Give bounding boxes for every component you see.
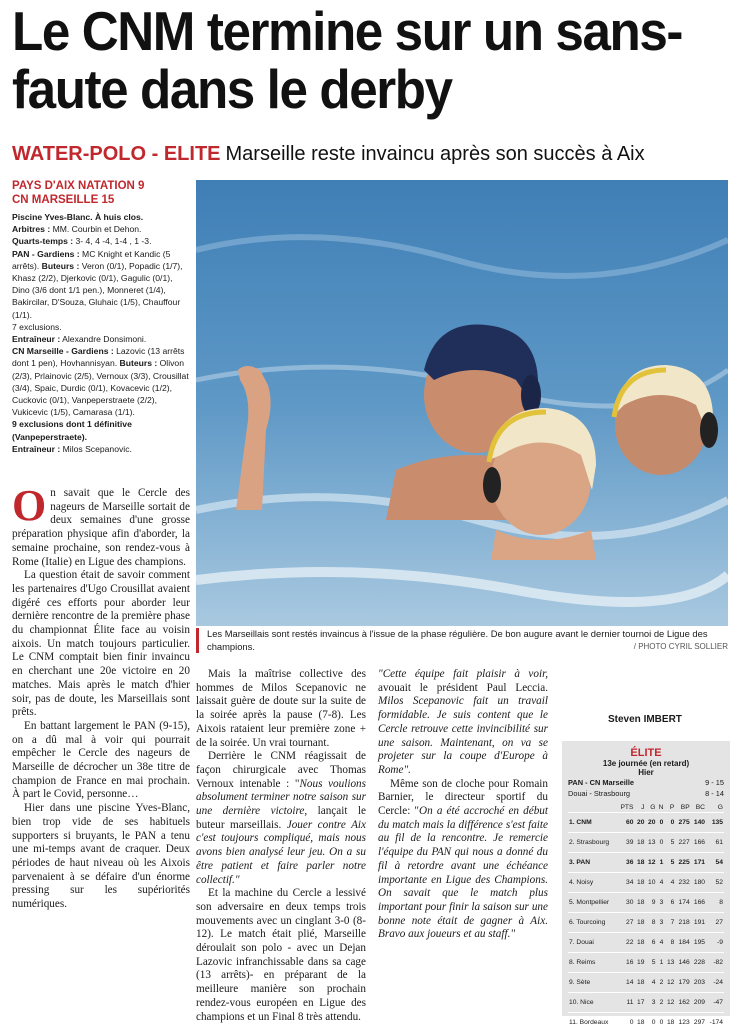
stat-cell: 166: [691, 893, 706, 913]
venue: Piscine Yves-Blanc. À huis clos.: [12, 212, 143, 222]
team-name: 11. Bordeaux: [568, 1013, 617, 1032]
stat-cell: 5: [645, 953, 656, 973]
standings-header: J: [634, 803, 645, 813]
stat-cell: 2: [656, 973, 664, 993]
quote-leccia-2: Milos Scepanovic fait un travail formidable. Je suis content que le Cercle retrouve cette invincibilité sur une saison. Maintenant, on va se projeter sur la coupe d'Europe à Rome".: [378, 695, 548, 776]
quote-leccia-1: "Cette équipe fait plaisir à voir,: [378, 668, 548, 680]
stat-cell: 3: [656, 893, 664, 913]
stat-cell: 228: [691, 953, 706, 973]
drop-cap: O: [12, 488, 46, 524]
stat-cell: 225: [675, 853, 690, 873]
cnm-goalkeepers-label: CN Marseille - Gardiens :: [12, 346, 114, 356]
team-name: 10. Nice: [568, 993, 617, 1013]
stat-cell: 123: [675, 1013, 690, 1032]
stat-cell: 8: [664, 933, 675, 953]
table-row: [568, 813, 724, 833]
stat-cell: 12: [645, 853, 656, 873]
water-polo-players-image: [196, 180, 728, 626]
stat-cell: 0: [656, 1013, 664, 1032]
stat-cell: 162: [675, 993, 690, 1013]
stat-cell: 13: [645, 833, 656, 853]
stat-cell: 10: [645, 873, 656, 893]
cnm-scorers: Olivon (2/3), Prlainovic (2/5), Vernoux (3/3), Crousillat (3/4), Spaic, Durdic (0/1), Kovacevic (1/2), Cuckovic (0/1), Vanpeperstraete (2/2), Vukicevic (1/5), Camarasa (1/1).: [12, 358, 189, 417]
stat-cell: 8: [706, 893, 724, 913]
paragraph-4: Hier dans une piscine Yves-Blanc, bien trop vide de ses habituels supporters si bruyants, le PAN a tenu une mi-temps avant de craquer. Deux périodes de haut niveau où les Aixois parvenaient à se défaire d'un énorme pressing sur les supériorités numériques.: [12, 802, 190, 912]
pan-scorers-label: Buteurs :: [42, 261, 80, 271]
paragraph-6-mid: lançait le buteur marseillais.: [196, 805, 366, 831]
result-match: PAN - CN Marseille: [568, 778, 634, 787]
photo-caption: [196, 628, 728, 653]
stat-cell: 0: [656, 833, 664, 853]
stat-cell: 1: [656, 853, 664, 873]
stat-cell: 4: [656, 873, 664, 893]
table-row: [568, 1013, 724, 1032]
stat-cell: 60: [617, 813, 634, 833]
cnm-coach-label: Entraîneur :: [12, 444, 60, 454]
team-name: 9. Sète: [568, 973, 617, 993]
team-name: 6. Tourcoing: [568, 913, 617, 933]
stat-cell: 6: [664, 893, 675, 913]
paragraph-8-mid: avouait le président Paul Leccia.: [378, 682, 548, 694]
quote-barnier: On a été accroché en début du match mais la différence s'est faite au fil de la rencontre. Je remercie l'équipe du PAN qui nous a donné du fil à retordre avant une échéance importante en Ligue des Champions. On savait que le match plus important pour finir la saison sur une bonne note était de gagner à Aix. Bravo aux joueurs et au staff.": [378, 805, 548, 940]
stat-cell: 8: [645, 913, 656, 933]
match-score: [12, 179, 190, 207]
referees: MM. Courbin et Dehon.: [53, 224, 142, 234]
match-info: [12, 179, 190, 455]
pan-goalkeepers: MC Knight et Kandic (5 arrêts).: [12, 249, 170, 271]
table-row: [568, 913, 724, 933]
standings-table: [568, 803, 724, 1032]
stat-cell: 184: [675, 933, 690, 953]
stat-cell: 6: [645, 933, 656, 953]
stat-cell: 18: [634, 833, 645, 853]
stat-cell: 3: [656, 913, 664, 933]
stat-cell: 0: [617, 1013, 634, 1032]
stat-cell: 11: [617, 993, 634, 1013]
stat-cell: 18: [634, 873, 645, 893]
stat-cell: 218: [675, 913, 690, 933]
paragraph-9-intro: Même son de cloche pour Romain Barnier, le directeur sportif du Cercle: ": [378, 778, 548, 817]
table-row: [568, 973, 724, 993]
stat-cell: 232: [675, 873, 690, 893]
stat-cell: 27: [617, 913, 634, 933]
team-name: 3. PAN: [568, 853, 617, 873]
paragraph-5: Mais la maîtrise collective des hommes de Milos Scepanovic ne laissait guère de doute sur la suite de la soirée après la pause (7-8). Les Aixois rataient leur première zone + de la soirée. Un vrai tournant.: [196, 668, 366, 750]
stat-cell: 12: [664, 993, 675, 1013]
stat-cell: 30: [617, 893, 634, 913]
stat-cell: 20: [634, 813, 645, 833]
caption-text: Les Marseillais sont restés invaincus à l'issue de la phase régulière. De bon augure avant le dernier tournoi de Ligue des champions.: [207, 628, 708, 652]
stat-cell: 9: [645, 893, 656, 913]
paragraph-2: La question était de savoir comment les partenaires d'Ugo Crousillat avaient digéré ces efforts pour aborder leur dernière rencontre de la première phase du championnat Élite face au voisin aixois. Un match toujours particulier. Le CNM comptait bien finir invaincu en cherchant une 20e victoire en 20 matches. Mais après le match d'hier soir, pas de doute, les Marseillais sont prêts.: [12, 569, 190, 720]
team-name: 1. CNM: [568, 813, 617, 833]
table-row: [568, 833, 724, 853]
stat-cell: 20: [645, 813, 656, 833]
table-row: [568, 893, 724, 913]
stat-cell: 18: [634, 893, 645, 913]
stat-cell: 0: [664, 813, 675, 833]
stat-cell: 179: [675, 973, 690, 993]
cnm-scorers-label: Buteurs :: [120, 358, 158, 368]
stat-cell: 18: [664, 1013, 675, 1032]
article-column-3: [378, 668, 548, 1018]
stat-cell: 171: [691, 853, 706, 873]
result-row: [562, 777, 730, 788]
stat-cell: 1: [656, 953, 664, 973]
cnm-goalkeepers: Lazovic (13 arrêts dont 1 pen), Hovhannisyan.: [12, 346, 184, 368]
stat-cell: 13: [664, 953, 675, 973]
stat-cell: 4: [645, 973, 656, 993]
pan-scorers: Veron (0/1), Popadic (1/7), Khasz (2/2), Djerkovic (0/1), Gagulic (0/1), Dino (3/6 dont 1/1 pen.), Monneret (1/4), Bakircilar, D'Souza, Gluhaic (1/5), Chauffour (1/1).: [12, 261, 183, 320]
stat-cell: 18: [634, 853, 645, 873]
stat-cell: -9: [706, 933, 724, 953]
paragraph-1: n savait que le Cercle des nageurs de Marseille sortait de deux semaines d'une grosse préparation physique afin d'aborder, la semaine prochaine, son rendez-vous à Rome (Italie) en Ligue des champions.: [12, 487, 190, 568]
standings-header: G: [645, 803, 656, 813]
stat-cell: -82: [706, 953, 724, 973]
stat-cell: 19: [634, 953, 645, 973]
article-column-1: [12, 487, 190, 1017]
standings-header: G: [706, 803, 724, 813]
subheadline: Marseille reste invaincu après son succès à Aix: [226, 143, 645, 165]
table-row: [568, 953, 724, 973]
pan-coach: Alexandre Donsimoni.: [62, 334, 146, 344]
photo-credit: / PHOTO CYRIL SOLLIER: [634, 641, 728, 654]
pan-goalkeepers-label: PAN - Gardiens :: [12, 249, 80, 259]
standings-title: ÉLITE: [562, 747, 730, 759]
team-name: 4. Noisy: [568, 873, 617, 893]
table-row: [568, 993, 724, 1013]
team-away: CN MARSEILLE 15: [12, 193, 190, 207]
stat-cell: 54: [706, 853, 724, 873]
stat-cell: 3: [645, 993, 656, 1013]
table-row: [568, 933, 724, 953]
stat-cell: 297: [691, 1013, 706, 1032]
result-score: 9 - 15: [705, 778, 724, 787]
standings-header: N: [656, 803, 664, 813]
stat-cell: 5: [664, 853, 675, 873]
stat-cell: 135: [706, 813, 724, 833]
standings-header: P: [664, 803, 675, 813]
stat-cell: 2: [656, 993, 664, 1013]
stat-cell: 12: [664, 973, 675, 993]
stat-cell: 0: [645, 1013, 656, 1032]
stat-cell: 4: [656, 933, 664, 953]
stat-cell: 39: [617, 833, 634, 853]
team-name: 8. Reims: [568, 953, 617, 973]
article-photo: [196, 180, 728, 626]
section-tag: WATER-POLO - ELITE: [12, 143, 221, 165]
stat-cell: 140: [691, 813, 706, 833]
table-row: [568, 873, 724, 893]
result-row: [562, 788, 730, 799]
result-score: 8 - 14: [705, 789, 724, 798]
stat-cell: 18: [634, 1013, 645, 1032]
stat-cell: 7: [664, 913, 675, 933]
stat-cell: 22: [617, 933, 634, 953]
team-name: 5. Montpellier: [568, 893, 617, 913]
stat-cell: 180: [691, 873, 706, 893]
stat-cell: 36: [617, 853, 634, 873]
stat-cell: 195: [691, 933, 706, 953]
stat-cell: 203: [691, 973, 706, 993]
stat-cell: 166: [691, 833, 706, 853]
stat-cell: 275: [675, 813, 690, 833]
stat-cell: 52: [706, 873, 724, 893]
standings-day: Hier: [562, 768, 730, 777]
standings-round: 13e journée (en retard): [562, 759, 730, 768]
team-name: 7. Douai: [568, 933, 617, 953]
standings-header: BP: [675, 803, 690, 813]
stat-cell: 4: [664, 873, 675, 893]
table-row: [568, 853, 724, 873]
headline: Le CNM termine sur un sans-faute dans le derby: [12, 2, 686, 118]
quarters: 3- 4, 4 -4, 1-4 , 1 -3.: [76, 236, 152, 246]
stat-cell: -24: [706, 973, 724, 993]
pan-coach-label: Entraîneur :: [12, 334, 60, 344]
standings-header: PTS: [617, 803, 634, 813]
stat-cell: 18: [634, 933, 645, 953]
author-signature: Steven IMBERT: [608, 714, 682, 725]
paragraph-7: Et la machine du Cercle a lessivé son adversaire en deux temps trois mouvements avec un cinglant 3-0 (8-12). Le match était plié, Marseille déroulait son polo - avec un Dejan Lazovic infranchissable dans sa cage (13 arrêts)- en préparant de la meilleure manière son prochain rendez-vous européen en Ligue des champions et un Final 8 très attendu.: [196, 887, 366, 1024]
stat-cell: 16: [617, 953, 634, 973]
stat-cell: 209: [691, 993, 706, 1013]
stat-cell: 146: [675, 953, 690, 973]
quote-vernoux-1: Nous voulions absolument terminer notre saison sur une dernière victoire,: [196, 778, 366, 817]
article-column-2: [196, 668, 366, 1018]
kicker: [12, 143, 737, 166]
standings-header: BC: [691, 803, 706, 813]
stat-cell: 227: [675, 833, 690, 853]
stat-cell: 27: [706, 913, 724, 933]
stat-cell: 17: [634, 993, 645, 1013]
quarters-label: Quarts-temps :: [12, 236, 73, 246]
stat-cell: -174: [706, 1013, 724, 1032]
result-match: Douai - Strasbourg: [568, 789, 630, 798]
stat-cell: -47: [706, 993, 724, 1013]
pan-exclusions: 7 exclusions.: [12, 321, 190, 333]
team-name: 2. Strasbourg: [568, 833, 617, 853]
standings-box: [562, 741, 730, 1016]
standings-header: [568, 803, 617, 813]
stat-cell: 191: [691, 913, 706, 933]
referees-label: Arbitres :: [12, 224, 50, 234]
paragraph-3: En battant largement le PAN (9-15), on a dû mal à voir qui pourrait empêcher le Cercle des nageurs de Marseille de décrocher un 38e titre de champion de France en mai prochain. À part le Covid, personne…: [12, 720, 190, 802]
quote-vernoux-2: Jouer contre Aix c'est toujours compliqué, mais nous avons bien analysé leur jeu. On a su être patient et faire parler notre collectif.": [196, 819, 366, 886]
paragraph-6-intro: Derrière le CNM réagissait de façon chirurgicale avec Thomas Vernoux intenable : ": [196, 750, 366, 789]
cnm-coach: Milos Scepanovic.: [63, 444, 132, 454]
stat-cell: 5: [664, 833, 675, 853]
team-home: PAYS D'AIX NATATION 9: [12, 179, 190, 193]
stat-cell: 14: [617, 973, 634, 993]
stat-cell: 18: [634, 913, 645, 933]
stat-cell: 18: [634, 973, 645, 993]
cnm-exclusions: 9 exclusions dont 1 définitive (Vanpeperstraete).: [12, 419, 132, 441]
stat-cell: 34: [617, 873, 634, 893]
stat-cell: 61: [706, 833, 724, 853]
stat-cell: 174: [675, 893, 690, 913]
stat-cell: 0: [656, 813, 664, 833]
